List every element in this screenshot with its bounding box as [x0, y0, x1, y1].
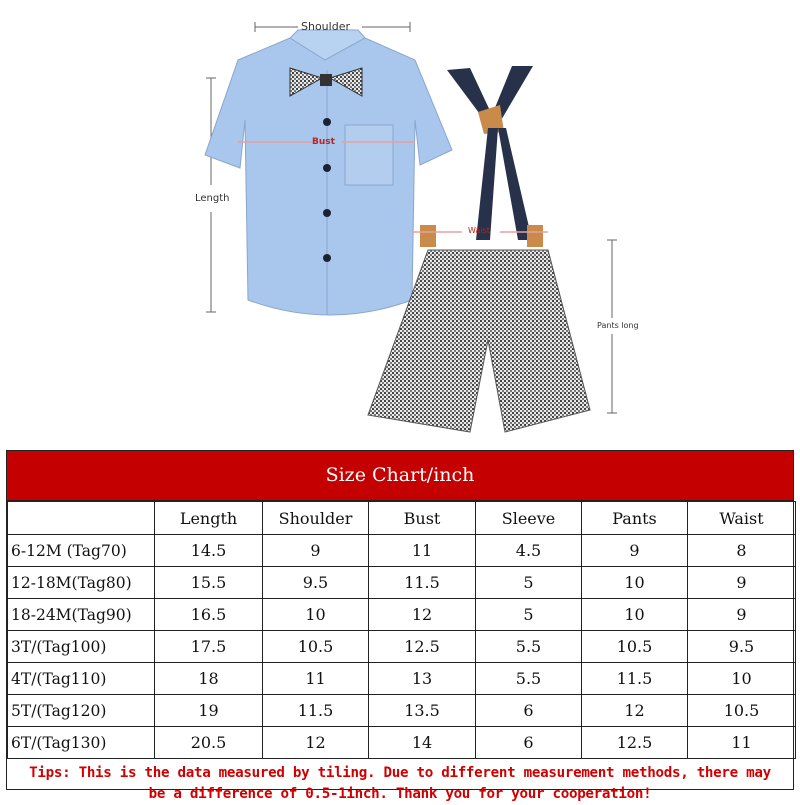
- measure-cell: 14: [369, 727, 476, 759]
- measure-cell: 6: [476, 727, 582, 759]
- measure-cell: 10: [582, 599, 688, 631]
- measure-cell: 9: [688, 567, 796, 599]
- measure-cell: 17.5: [155, 631, 263, 663]
- measure-cell: 13: [369, 663, 476, 695]
- measure-cell: 9.5: [263, 567, 369, 599]
- tips-line: Tips: This is the data measured by tiling. Due to different measurement methods, there may: [29, 765, 771, 781]
- measure-cell: 9.5: [688, 631, 796, 663]
- waist-label: Waist: [468, 226, 490, 235]
- size-cell: 12-18M(Tag80): [8, 567, 155, 599]
- measure-cell: 10: [263, 599, 369, 631]
- measure-cell: 11.5: [582, 663, 688, 695]
- size-cell: 4T/(Tag110): [8, 663, 155, 695]
- measure-cell: 5.5: [476, 631, 582, 663]
- size-cell: 6-12M (Tag70): [8, 535, 155, 567]
- measure-cell: 15.5: [155, 567, 263, 599]
- size-table: [7, 501, 796, 759]
- measure-cell: 10: [688, 663, 796, 695]
- column-header: Bust: [369, 502, 476, 535]
- measure-cell: 10.5: [582, 631, 688, 663]
- measure-cell: 12.5: [582, 727, 688, 759]
- size-cell: 3T/(Tag100): [8, 631, 155, 663]
- measure-cell: 10.5: [263, 631, 369, 663]
- table-row: [8, 535, 796, 567]
- size-chart-title: Size Chart/inch: [7, 451, 793, 501]
- table-row: [8, 663, 796, 695]
- tips-note: [7, 759, 793, 805]
- size-cell: 6T/(Tag130): [8, 727, 155, 759]
- measure-cell: 10.5: [688, 695, 796, 727]
- shirt-illustration: [205, 30, 452, 315]
- column-header: Pants: [582, 502, 688, 535]
- measure-cell: 11.5: [369, 567, 476, 599]
- measure-cell: 9: [263, 535, 369, 567]
- measure-cell: 11: [369, 535, 476, 567]
- table-header-row: [8, 502, 796, 535]
- table-row: [8, 695, 796, 727]
- table-row: [8, 599, 796, 631]
- length-label: Length: [195, 193, 230, 204]
- measure-cell: 5: [476, 567, 582, 599]
- table-row: [8, 631, 796, 663]
- size-cell: 18-24M(Tag90): [8, 599, 155, 631]
- column-header: Shoulder: [263, 502, 369, 535]
- shoulder-label: Shoulder: [301, 20, 350, 33]
- measure-cell: 9: [688, 599, 796, 631]
- size-chart: [6, 450, 794, 802]
- measure-cell: 19: [155, 695, 263, 727]
- measure-cell: 10: [582, 567, 688, 599]
- measure-cell: 5.5: [476, 663, 582, 695]
- table-row: [8, 567, 796, 599]
- measure-cell: 13.5: [369, 695, 476, 727]
- table-row: [8, 727, 796, 759]
- tips-line: be a difference of 0.5-1inch. Thank you for your cooperation!: [148, 786, 652, 802]
- measure-cell: 16.5: [155, 599, 263, 631]
- measure-cell: 14.5: [155, 535, 263, 567]
- column-header: Length: [155, 502, 263, 535]
- measure-cell: 4.5: [476, 535, 582, 567]
- measure-cell: 11: [688, 727, 796, 759]
- measure-cell: 5: [476, 599, 582, 631]
- column-header: [8, 502, 155, 535]
- measure-cell: 11.5: [263, 695, 369, 727]
- measure-cell: 9: [582, 535, 688, 567]
- bust-label: Bust: [312, 137, 335, 147]
- measure-cell: 12.5: [369, 631, 476, 663]
- measure-cell: 12: [263, 727, 369, 759]
- measure-cell: 12: [582, 695, 688, 727]
- measure-cell: 8: [688, 535, 796, 567]
- measure-cell: 20.5: [155, 727, 263, 759]
- measure-cell: 12: [369, 599, 476, 631]
- measure-cell: 11: [263, 663, 369, 695]
- pants-long-label: Pants long: [597, 321, 639, 330]
- measure-cell: 18: [155, 663, 263, 695]
- column-header: Sleeve: [476, 502, 582, 535]
- measure-cell: 6: [476, 695, 582, 727]
- column-header: Waist: [688, 502, 796, 535]
- size-cell: 5T/(Tag120): [8, 695, 155, 727]
